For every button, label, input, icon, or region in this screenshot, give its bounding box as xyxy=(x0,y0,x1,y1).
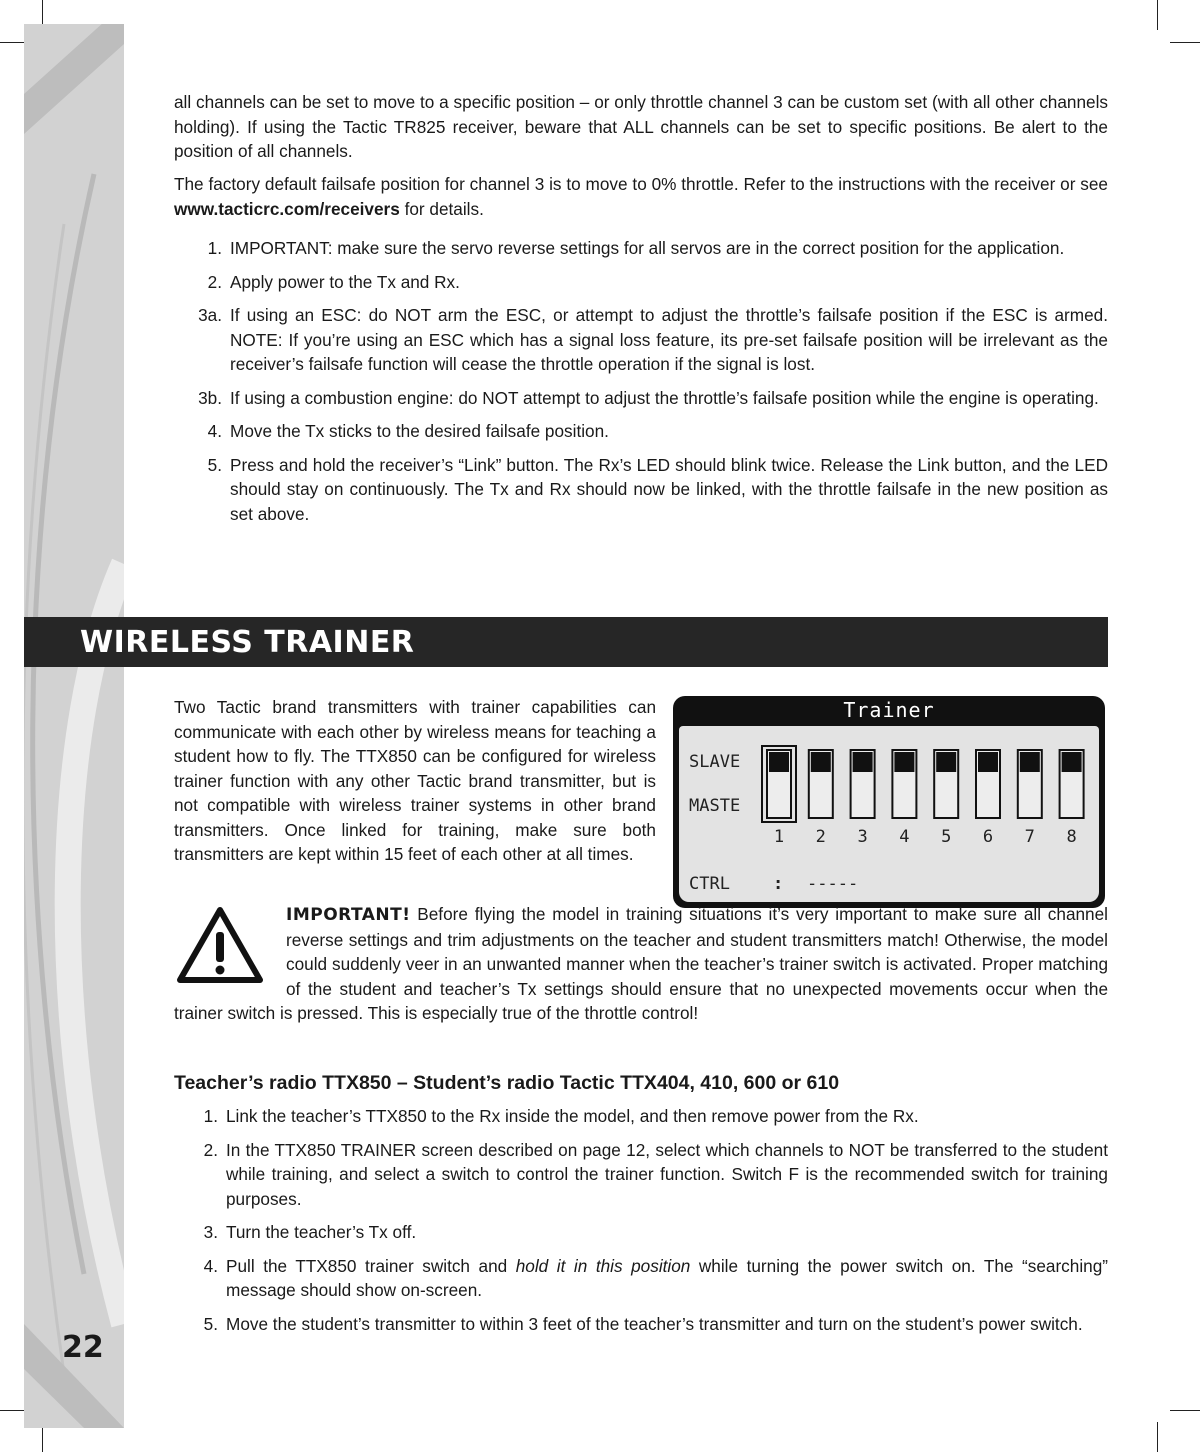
step-number: 2. xyxy=(207,271,222,292)
paragraph-text: The factory default failsafe position for channel 3 is to move to 0% throttle. Refer to the instructions with the receiver or see xyxy=(174,174,1108,194)
page-number: 22 xyxy=(62,1330,104,1365)
list-item xyxy=(174,1220,1108,1245)
step-number: 4. xyxy=(207,421,222,441)
trainer-intro-paragraph: Two Tactic brand transmitters with trainer capabilities can communicate with each other by wireless means for teaching a student how to fly. The TTX850 can be configured for wireless trainer function with any other Tactic brand transmitter, but is not compatible with wireless trainer systems in other brand transmitters. Once linked for training, make sure both transmitters are kept within 15 feet of each other at all times. xyxy=(174,697,656,864)
crop-mark xyxy=(1157,1422,1158,1452)
step-emphasis: hold it in this position xyxy=(515,1255,691,1276)
section-title: WIRELESS TRAINER xyxy=(80,625,415,660)
crop-mark xyxy=(1170,1410,1200,1411)
channel-number-label: 3 xyxy=(857,827,868,847)
teacher-steps-list xyxy=(174,1104,1108,1345)
channel-switch xyxy=(1060,750,1084,818)
step-number: 1. xyxy=(207,238,222,258)
channel-number-label: 7 xyxy=(1024,827,1035,847)
channel-number-label: 8 xyxy=(1066,827,1077,847)
step-text: while turning the power switch on. The “searching” message should show on-screen. xyxy=(226,1255,1108,1300)
step-number: 3a. xyxy=(198,305,222,325)
channel-switch xyxy=(892,750,916,818)
lcd-display-area xyxy=(679,726,1099,902)
paragraph-failsafe-channels: all channels can be set to move to a specific position – or only throttle channel 3 can be custom set (with all other channels holding). If using the Tactic TR825 receiver, beware that ALL channels can be set to specific positions. Be alert to the position of all channels. xyxy=(174,92,1108,161)
step-number: 3b. xyxy=(198,387,222,408)
channel-number-label: 6 xyxy=(982,827,994,847)
paragraph-factory-default xyxy=(174,172,1108,221)
step-number: 2. xyxy=(203,1139,218,1160)
channel-switch xyxy=(851,750,875,818)
list-item xyxy=(174,303,1108,377)
channel-switch xyxy=(809,750,833,818)
channel-number-label: 4 xyxy=(899,827,910,847)
list-item xyxy=(174,1312,1108,1337)
receivers-link[interactable]: www.tacticrc.com/receivers xyxy=(174,198,400,219)
channel-number-label: 2 xyxy=(815,827,826,847)
training-warning-paragraph xyxy=(174,902,1108,1026)
list-item xyxy=(174,270,1108,295)
step-number: 5. xyxy=(207,454,222,475)
step-number: 5. xyxy=(203,1313,218,1334)
list-item xyxy=(174,419,1108,444)
step-text: If using a combustion engine: do NOT attempt to adjust the throttle’s failsafe position while the engine is operating. xyxy=(230,387,1099,408)
list-item xyxy=(174,386,1108,411)
lcd-slave-label: SLAVE xyxy=(689,752,741,772)
channel-switch xyxy=(1018,750,1042,818)
step-text: Move the student’s transmitter to within 3 feet of the teacher’s transmitter and turn on the student’s power switch. xyxy=(226,1313,1083,1334)
channel-switch xyxy=(976,750,1000,818)
trainer-lcd-screen xyxy=(673,696,1105,908)
warning-text: Before flying the model in training situations it’s very important to make sure all channel reverse settings and trim adjustments on the teacher and student transmitters match! Otherwise, the model could suddenly veer in an unwanted manner when the teacher’s trainer switch is activated. Proper matching of the student and teacher’s Tx settings should ensure that no unexpected movements occur when the trainer switch is pressed. This is especially true of the throttle control! xyxy=(174,904,1108,1023)
lcd-ctrl-separator: : xyxy=(773,874,784,894)
important-label: IMPORTANT! xyxy=(286,905,411,925)
list-item xyxy=(174,1138,1108,1212)
list-item xyxy=(174,236,1108,261)
paragraph-text: for details. xyxy=(399,198,484,219)
list-item xyxy=(174,1104,1108,1129)
step-text: Move the Tx sticks to the desired failsafe position. xyxy=(230,421,609,441)
channel-number-label: 1 xyxy=(773,827,785,847)
step-number: 3. xyxy=(203,1222,218,1242)
lcd-title: Trainer xyxy=(843,698,935,722)
channel-switch xyxy=(762,746,796,822)
channel-number-label: 5 xyxy=(941,827,952,847)
step-text: Pull the TTX850 trainer switch and xyxy=(226,1255,516,1276)
step-text: Apply power to the Tx and Rx. xyxy=(230,271,460,292)
step-text: Link the teacher’s TTX850 to the Rx inside the model, and then remove power from the Rx. xyxy=(226,1106,919,1126)
list-item xyxy=(174,1254,1108,1303)
step-number: 1. xyxy=(203,1106,218,1126)
list-item xyxy=(174,453,1108,527)
step-text: Press and hold the receiver’s “Link” button. The Rx’s LED should blink twice. Release the Link button, and the LED should stay on continuously. The Tx and Rx should now be linked, with the throttle failsafe in the new position as set above. xyxy=(230,454,1108,524)
failsafe-steps-list xyxy=(174,236,1108,535)
step-text: Turn the teacher’s Tx off. xyxy=(226,1222,417,1242)
lcd-ctrl-value: ----- xyxy=(807,874,859,894)
teacher-student-heading: Teacher’s radio TTX850 – Student’s radio Tactic TTX404, 410, 600 or 610 xyxy=(174,1072,840,1094)
section-header-bar xyxy=(24,617,1108,667)
channel-switch xyxy=(934,750,958,818)
channel-switches-graphic xyxy=(679,726,1099,902)
sidebar-swoosh-graphic xyxy=(24,24,124,1428)
step-number: 4. xyxy=(203,1255,218,1276)
crop-mark xyxy=(1170,42,1200,43)
step-text: If using an ESC: do NOT arm the ESC, or attempt to adjust the throttle’s failsafe position if the ESC is armed. NOTE: If you’re using an ESC which has a signal loss feature, its pre-set failsafe position will be irrelevant as the receiver’s failsafe function will cease the throttle operation if the signal is lost. xyxy=(230,305,1108,374)
step-text: IMPORTANT: make sure the servo reverse settings for all servos are in the correct position for the application. xyxy=(230,238,1065,258)
lcd-master-label: MASTE xyxy=(689,796,741,816)
crop-mark xyxy=(1157,0,1158,30)
decorative-sidebar xyxy=(24,24,124,1428)
lcd-ctrl-label: CTRL xyxy=(689,874,730,894)
step-text: In the TTX850 TRAINER screen described on page 12, select which channels to NOT be transferred to the student while training, and select a switch to control the trainer function. Switch F is the recommended switch for training purposes. xyxy=(226,1139,1108,1209)
